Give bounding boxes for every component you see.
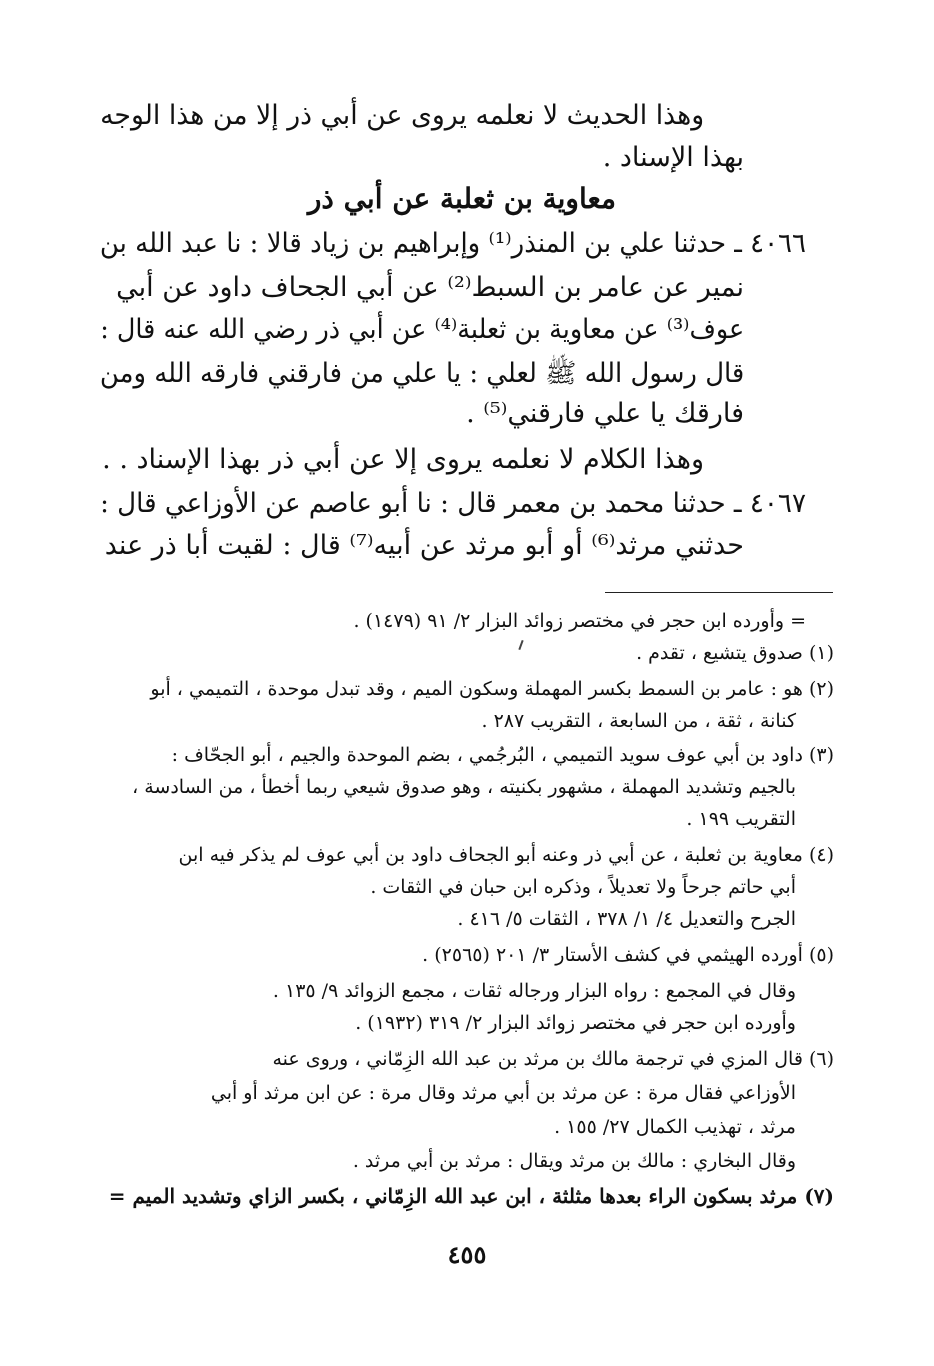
main-line: ٤٠٦٧ ـ حدثنا محمد بن معمر قال : نا أبو عاصم عن الأوزاعي قال : <box>100 488 806 519</box>
main-line: وهذا الكلام لا نعلمه يروى إلا عن أبي ذر بهذا الإسناد . . <box>102 444 704 475</box>
main-line: بهذا الإسناد . <box>602 142 744 173</box>
footnote-line: وقال البخاري : مالك بن مرثد ويقال : مرثد بن أبي مرثد . <box>352 1150 796 1172</box>
footnote-line: الأوزاعي فقال مرة : عن مرثد بن أبي مرثد وقال مرة : عن ابن مرثد أو أبي <box>210 1082 796 1104</box>
footnote-line: (٦) قال المزي في ترجمة مالك بن مرثد بن عبد الله الزِمّاني ، وروى عنه <box>272 1048 834 1070</box>
footnote-line: (٢) هو : عامر بن السمط بكسر المهملة وسكون الميم ، وقد تبدل موحدة ، التميمي ، أبو <box>150 678 834 700</box>
print-speck <box>518 640 523 650</box>
footnote-line: وقال في المجمع : رواه البزار ورجاله ثقات ، مجمع الزوائد ٩/ ١٣٥ . <box>272 980 796 1002</box>
footnote-divider <box>605 592 833 593</box>
footnote-line: كنانة ، ثقة ، من السابعة ، التقريب ٢٨٧ . <box>481 710 796 732</box>
footnote-line: (٤) معاوية بن ثعلبة ، عن أبي ذر وعنه أبو الجحاف داود بن أبي عوف لم يذكر فيه ابن <box>178 844 834 866</box>
main-line: فارقك يا علي فارقني⁽⁵⁾ . <box>466 398 744 429</box>
footnote-line: = وأورده ابن حجر في مختصر زوائد البزار ٢/ ٩١ (١٤٧٩) . <box>353 610 806 632</box>
footnote-line: وأورده ابن حجر في مختصر زوائد البزار ٢/ ٣١٩ (١٩٣٢) . <box>355 1012 796 1034</box>
main-line: نمير عن عامر بن السبط⁽²⁾ عن أبي الجحاف داود عن أبي <box>116 272 744 303</box>
footnote-line: أبي حاتم جرحاً ولا تعديلاً ، وذكره ابن حبان في الثقات . <box>370 876 796 898</box>
footnote-line: مرثد ، تهذيب الكمال ٢٧/ ١٥٥ . <box>554 1116 796 1138</box>
main-line: وهذا الحديث لا نعلمه يروى عن أبي ذر إلا من هذا الوجه <box>99 100 704 131</box>
main-line: قال رسول الله ﷺ لعلي : يا علي من فارقني فارقه الله ومن <box>99 358 744 389</box>
footnote-line: (٥) أورده الهيثمي في كشف الأستار ٣/ ٢٠١ (٢٥٦٥) . <box>422 944 834 966</box>
main-line: ٤٠٦٦ ـ حدثنا علي بن المنذر⁽¹⁾ وإبراهيم بن زياد قالا : نا عبد الله بن <box>99 228 806 259</box>
page-number: ٤٥٥ <box>447 1240 487 1269</box>
footnote-line: بالجيم وتشديد المهملة ، مشهور بكنيته ، وهو صدوق شيعي ربما أخطأ ، من السادسة ، <box>132 776 796 798</box>
section-heading: معاوية بن ثعلبة عن أبي ذر <box>307 182 616 215</box>
footnote-line: (٧) مرثد بسكون الراء بعدها مثلثة ، ابن عبد الله الزِمّاني ، بكسر الزاي وتشديد الميم = <box>108 1184 834 1208</box>
footnote-line: (٣) داود بن أبي عوف سويد التميمي ، البُرجُمي ، بضم الموحدة والجيم ، أبو الجحّاف : <box>171 744 834 766</box>
footnote-line: الجرح والتعديل ٤/ ١/ ٣٧٨ ، الثقات ٥/ ٤١٦ . <box>457 908 796 930</box>
main-line: عوف⁽³⁾ عن معاوية بن ثعلبة⁽⁴⁾ عن أبي ذر رضي الله عنه قال : <box>99 314 744 345</box>
footnote-line: التقريب ١٩٩ . <box>686 808 796 830</box>
main-line: حدثني مرثد⁽⁶⁾ أو أبو مرثد عن أبيه⁽⁷⁾ قال : لقيت أبا ذر عند <box>104 530 744 561</box>
footnote-line: (١) صدوق يتشيع ، تقدم . <box>636 642 834 664</box>
